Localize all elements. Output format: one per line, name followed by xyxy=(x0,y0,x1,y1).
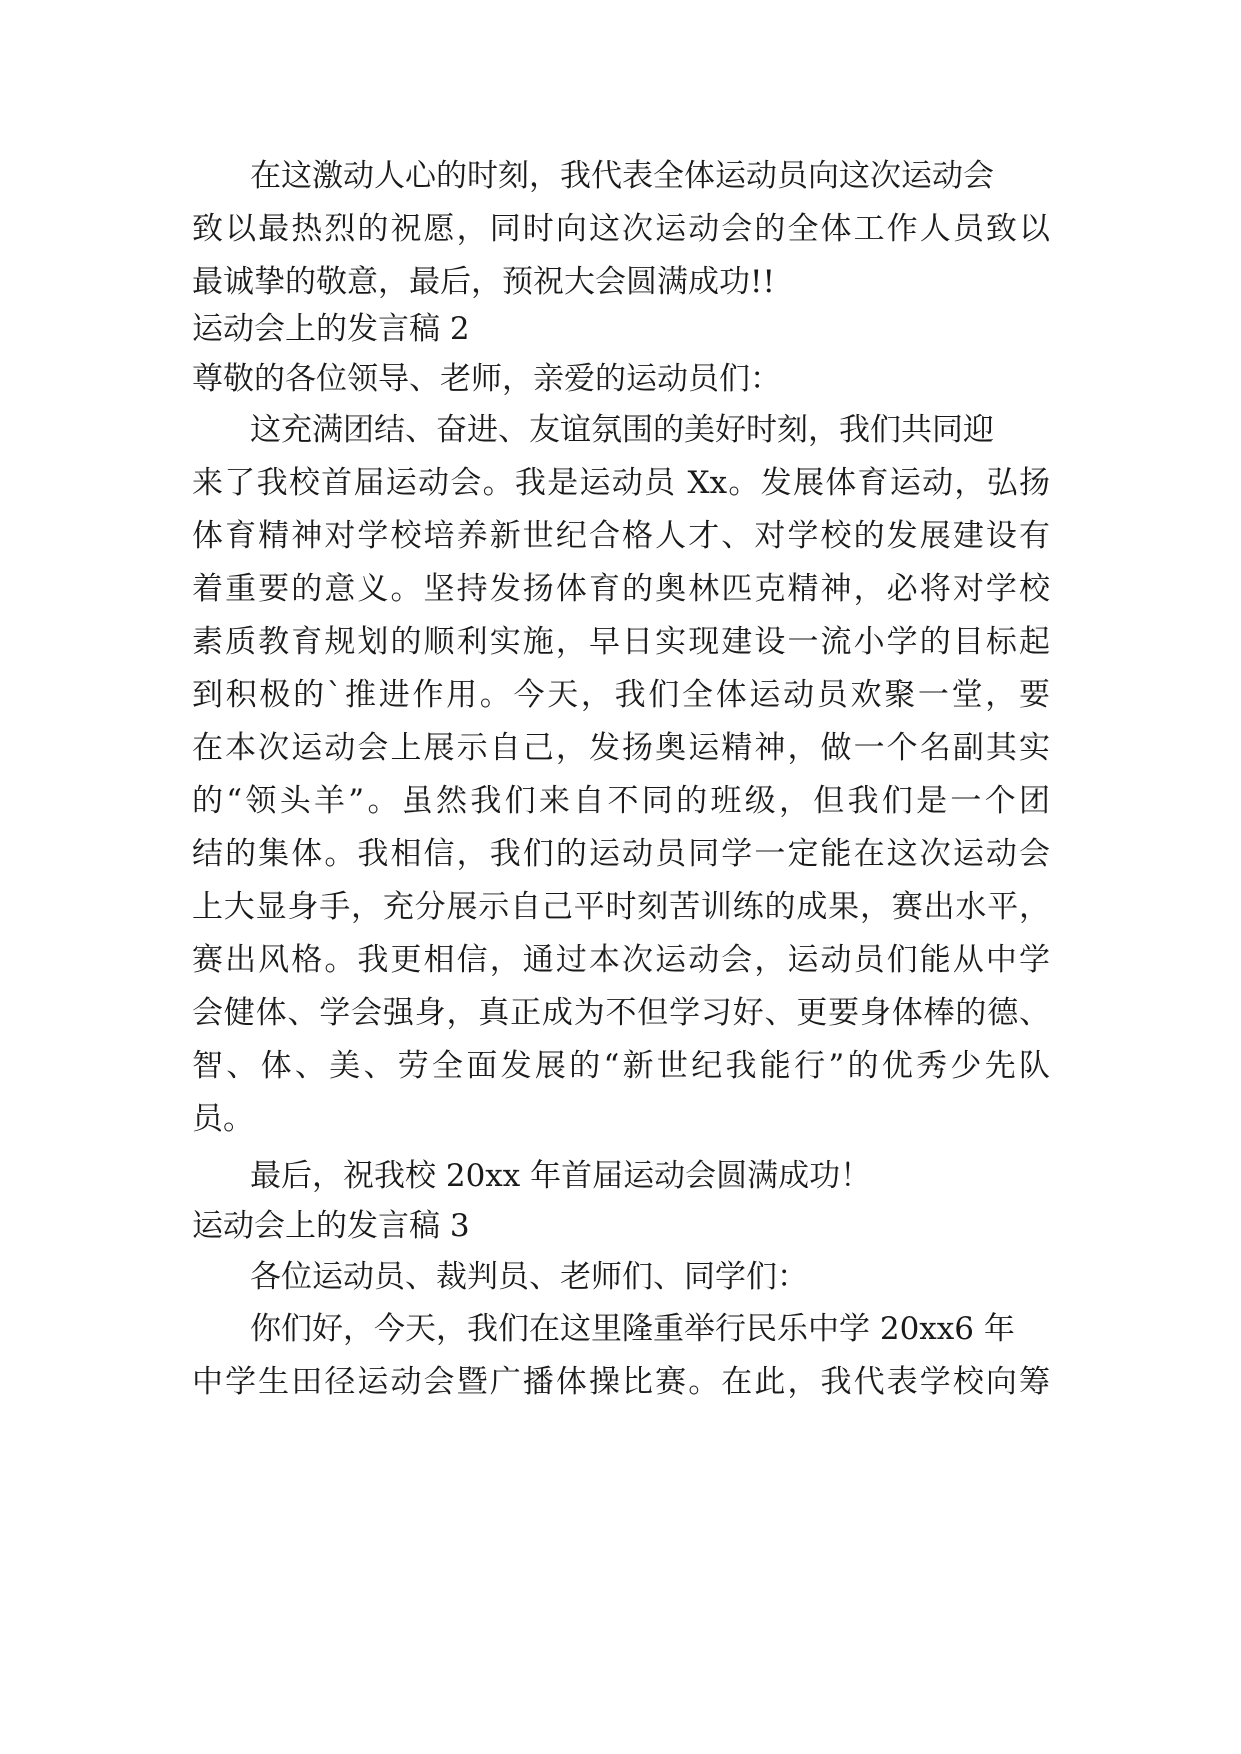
paragraph-line: 最后，祝我校 20xx 年首届运动会圆满成功！ xyxy=(250,1158,872,1194)
paragraph-line: 到积极的`推进作用。今天，我们全体运动员欢聚一堂，要 xyxy=(192,677,1050,713)
paragraph-line: 赛出风格。我更相信，通过本次运动会，运动员们能从中学 xyxy=(192,942,1050,978)
salutation: 尊敬的各位领导、老师，亲爱的运动员们： xyxy=(192,361,781,397)
paragraph-line: 着重要的意义。坚持发扬体育的奥林匹克精神，必将对学校 xyxy=(192,571,1050,607)
paragraph-line: 的“领头羊”。虽然我们来自不同的班级，但我们是一个团 xyxy=(192,783,1050,819)
paragraph-line: 致以最热烈的祝愿，同时向这次运动会的全体工作人员致以 xyxy=(192,211,1050,247)
paragraph-line: 你们好，今天，我们在这里隆重举行民乐中学 20xx6 年 xyxy=(250,1311,1015,1347)
paragraph-line: 在本次运动会上展示自己，发扬奥运精神，做一个名副其实 xyxy=(192,730,1050,766)
paragraph-line: 会健体、学会强身，真正成为不但学习好、更要身体棒的德、 xyxy=(192,995,1050,1031)
paragraph-line: 这充满团结、奋进、友谊氛围的美好时刻，我们共同迎 xyxy=(250,412,994,448)
paragraph-line: 在这激动人心的时刻，我代表全体运动员向这次运动会 xyxy=(250,158,994,194)
paragraph-line: 结的集体。我相信，我们的运动员同学一定能在这次运动会 xyxy=(192,836,1050,872)
paragraph-line: 体育精神对学校培养新世纪合格人才、对学校的发展建设有 xyxy=(192,518,1050,554)
paragraph-line: 来了我校首届运动会。我是运动员 Xx。发展体育运动，弘扬 xyxy=(192,465,1050,501)
paragraph-line: 素质教育规划的顺利实施，早日实现建设一流小学的目标起 xyxy=(192,624,1050,660)
paragraph-line: 上大显身手，充分展示自己平时刻苦训练的成果，赛出水平， xyxy=(192,889,1050,925)
section-heading: 运动会上的发言稿 2 xyxy=(192,311,470,347)
paragraph-line: 最诚挚的敬意，最后，预祝大会圆满成功!! xyxy=(192,264,775,300)
section-heading: 运动会上的发言稿 3 xyxy=(192,1208,470,1244)
paragraph-line: 员。 xyxy=(192,1101,254,1137)
salutation: 各位运动员、裁判员、老师们、同学们： xyxy=(250,1259,808,1295)
paragraph-line: 智、体、美、劳全面发展的“新世纪我能行”的优秀少先队 xyxy=(192,1048,1050,1084)
paragraph-line: 中学生田径运动会暨广播体操比赛。在此，我代表学校向筹 xyxy=(192,1364,1050,1400)
